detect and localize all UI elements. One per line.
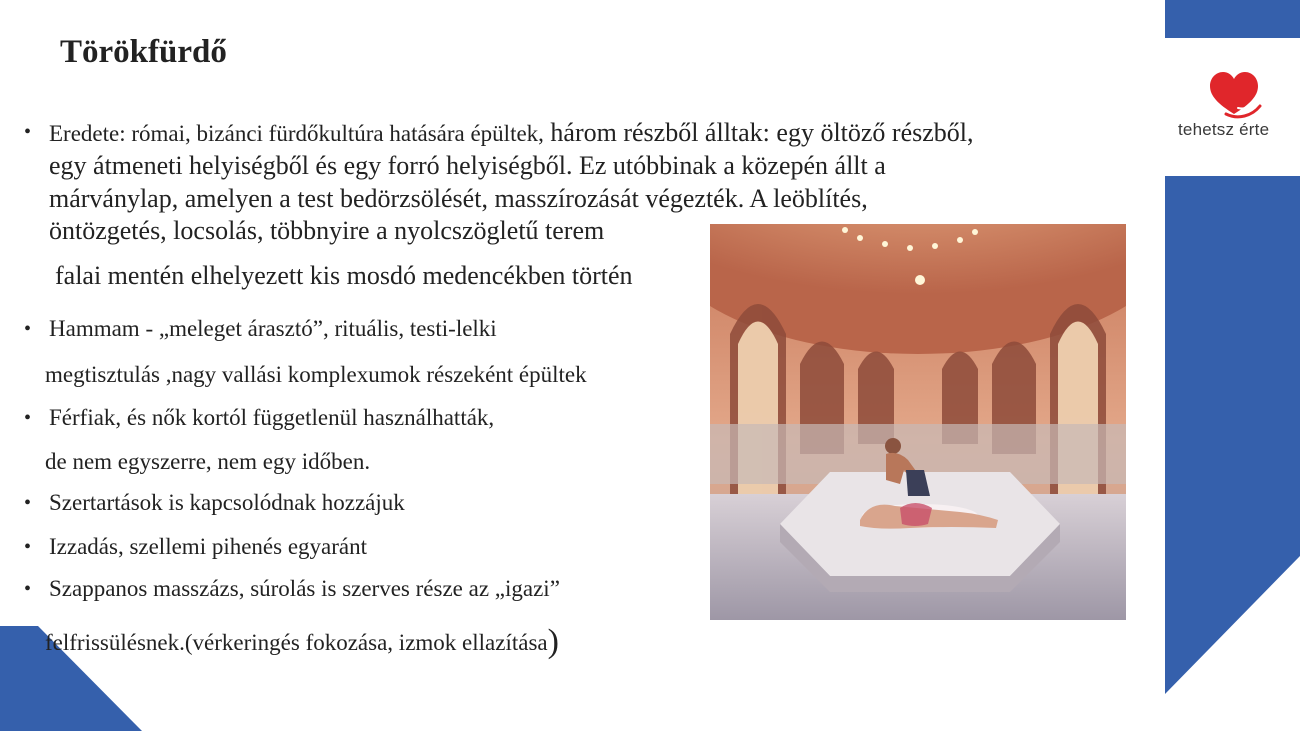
bullet-1-line-1-large: három részből álltak: egy öltöző részből, [543,118,974,147]
bullet-dot: • [24,407,32,429]
bullet-5-line-1: Izzadás, szellemi pihenés egyaránt [49,534,368,559]
bullet-4-line-1: Szertartások is kapcsolódnak hozzájuk [49,490,405,515]
logo-text: tehetsz érte [1178,120,1270,139]
bullet-6-line-1: Szappanos masszázs, súrolás is szerves része az „igazi” [49,576,560,601]
bullet-2-line-2: megtisztulás ,nagy vallási komplexumok részeként épültek [45,362,587,387]
bullet-1-line-2: egy átmeneti helyiségből és egy forró helyiségből. Ez utóbbinak a közepén állt a [49,151,886,180]
bullet-6-line-2 [45,623,559,661]
bullet-1-line-1-small: Eredete: római, bizánci fürdőkultúra hatására épültek, [49,121,544,146]
bullet-dot: • [24,536,32,558]
hammam-interior-photo [710,224,1126,620]
bullet-dot: • [24,121,32,143]
bullet-dot: • [24,492,32,514]
bullet-2-line-1: Hammam - „meleget árasztó”, rituális, testi-lelki [49,316,497,341]
heart-logo-icon [1208,70,1264,124]
slide-title: Törökfürdő [60,34,227,70]
bullet-3-line-2: de nem egyszerre, nem egy időben. [45,449,371,474]
bullet-1-line-4: öntözgetés, locsolás, többnyire a nyolcszögletű terem [49,216,605,245]
right-blue-shape [1165,176,1300,694]
bullet-dot: • [24,578,32,600]
bullet-1-line-5: falai mentén elhelyezett kis mosdó medencékben történ [55,261,633,290]
bullet-1-line-3: márványlap, amelyen a test bedörzsölését, masszírozását végezték. A leöblítés, [49,184,868,213]
closing-paren: ) [547,623,559,660]
bullet-6-line-2-text: felfrissülésnek.(vérkeringés fokozása, izmok ellazítása [45,630,548,655]
logo [1172,70,1292,150]
bullet-1-line-1 [49,118,974,148]
top-right-blue-bar [1165,0,1300,38]
bullet-dot: • [24,318,32,340]
bullet-3-line-1: Férfiak, és nők kortól függetlenül használhatták, [49,405,495,430]
